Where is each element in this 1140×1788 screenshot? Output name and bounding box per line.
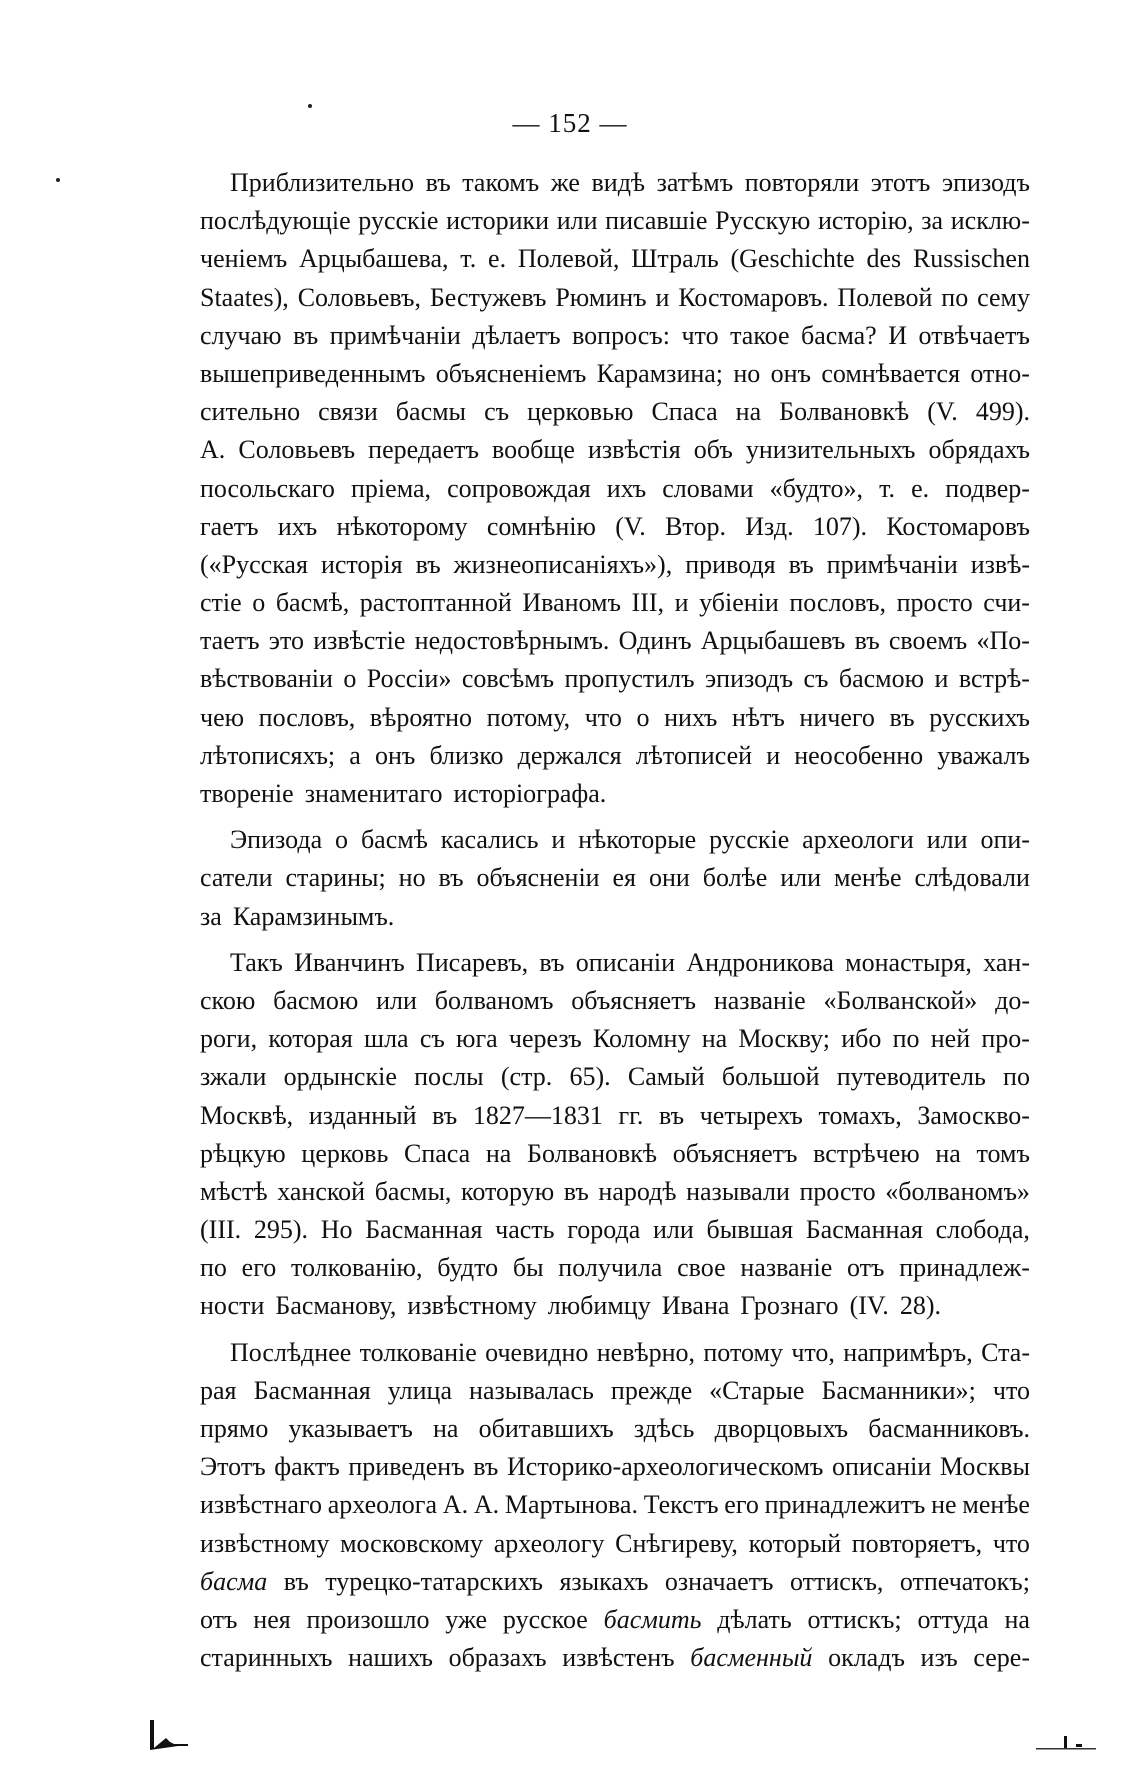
text-line: отъ нея произошло уже русское басмить дѣлать оттискъ; оттуда на — [200, 1604, 1030, 1634]
text-line: ности Басманову, извѣстному любимцу Ивана Грознаго (IV. 28). — [200, 1291, 941, 1321]
text-line: по его толкованію, будто бы получила свое названіе отъ принадлеж- — [200, 1253, 1030, 1283]
text-line: ченіемъ Арцыбашева, т. е. Полевой, Штраль (Geschichte des Russischen — [200, 244, 1030, 274]
text-line: (III. 295). Но Басманная часть города или бывшая Басманная слобода, — [200, 1215, 1030, 1245]
text-line: басма въ турецко-татарскихъ языкахъ означаетъ оттискъ, отпечатокъ; — [200, 1566, 1030, 1596]
text-line: Эпизода о басмѣ касались и нѣкоторые русскіе археологи или опи- — [230, 825, 1030, 855]
scan-artifact-left — [148, 1718, 188, 1752]
text-line: за Карамзинымъ. — [200, 901, 395, 931]
text-line: извѣстнаго археолога А. А. Мартынова. Текстъ его принадлежитъ не менѣе — [200, 1490, 1030, 1520]
text-line: Staates), Соловьевъ, Бестужевъ Рюминъ и Костомаровъ. Полевой по сему — [200, 282, 1030, 312]
text-line: Этотъ фактъ приведенъ въ Историко-археологическомъ описаніи Москвы — [200, 1452, 1030, 1482]
scan-artifact-right — [1036, 1730, 1096, 1754]
text-line: скою басмою или болваномъ объясняетъ названіе «Болванской» до- — [200, 985, 1030, 1015]
text-line: чею пословъ, вѣроятно потому, что о нихъ нѣтъ ничего въ русскихъ — [200, 702, 1030, 732]
text-line: гаетъ ихъ нѣкоторому сомнѣнію (V. Втор. Изд. 107). Костомаровъ — [200, 511, 1030, 541]
text-line: стіе о басмѣ, растоптанной Иваномъ III, и убіеніи пословъ, просто счи- — [200, 588, 1030, 618]
text-line: прямо указываетъ на обитавшихъ здѣсь дворцовыхъ басманниковъ. — [200, 1414, 1030, 1443]
text-line: старинныхъ нашихъ образахъ извѣстенъ басменный окладъ изъ сере- — [200, 1643, 1030, 1673]
paragraph — [200, 821, 1030, 936]
paragraph — [200, 1334, 1030, 1678]
body-text — [200, 164, 1030, 1685]
text-line: («Русская исторія въ жизнеописаніяхъ»), приводя въ примѣчаніи извѣ- — [200, 549, 1030, 579]
text-line: Послѣднее толкованіе очевидно невѣрно, потому что, напримѣръ, Ста- — [230, 1337, 1030, 1367]
text-line: посольскаго пріема, сопровождая ихъ словами «будто», т. е. подвер- — [200, 473, 1030, 503]
text-line: зжали ордынскіе послы (стр. 65). Самый большой путеводитель по — [200, 1062, 1030, 1092]
text-line: Приблизительно въ такомъ же видѣ затѣмъ повторяли этотъ эпизодъ — [230, 168, 1030, 197]
text-line: сатели старины; но въ объясненіи ея они болѣе или менѣе слѣдовали — [200, 863, 1030, 893]
text-line: послѣдующіе русскіе историки или писавшіе Русскую исторію, за исклю- — [200, 206, 1030, 236]
paragraph — [200, 164, 1030, 813]
text-line: А. Соловьевъ передаетъ вообще извѣстія объ унизительныхъ обрядахъ — [200, 435, 1030, 465]
text-line: таетъ это извѣстіе недостовѣрнымъ. Одинъ Арцыбашевъ въ своемъ «По- — [200, 626, 1030, 656]
text-line: мѣстѣ ханской басмы, которую въ народѣ называли просто «болваномъ» — [200, 1176, 1030, 1206]
text-line: твореніе знаменитаго исторіографа. — [200, 779, 607, 808]
ink-speck — [56, 178, 60, 182]
paragraph — [200, 944, 1030, 1326]
text-line: извѣстному московскому археологу Снѣгиреву, который повторяетъ, что — [200, 1528, 1030, 1558]
text-line: сительно связи басмы съ церковью Спаса на Болвановкѣ (V. 499). — [200, 397, 1030, 427]
text-line: Москвѣ, изданный въ 1827—1831 гг. въ четырехъ томахъ, Замоскво- — [200, 1100, 1030, 1130]
text-line: вѣствованіи о Россіи» совсѣмъ пропустилъ эпизодъ съ басмою и встрѣ- — [200, 664, 1030, 694]
text-line: Такъ Иванчинъ Писаревъ, въ описаніи Андроникова монастыря, хан- — [230, 947, 1030, 977]
text-line: рѣцкую церковь Спаса на Болвановкѣ объясняетъ встрѣчею на томъ — [200, 1138, 1030, 1168]
page-number: — 152 — — [512, 108, 628, 138]
text-line: лѣтописяхъ; а онъ близко держался лѣтописей и неособенно уважалъ — [200, 740, 1030, 770]
text-line: случаю въ примѣчаніи дѣлаетъ вопросъ: что такое басма? И отвѣчаетъ — [200, 320, 1030, 350]
text-line: вышеприведеннымъ объясненіемъ Карамзина; но онъ сомнѣвается отно- — [200, 358, 1030, 388]
text-line: рая Басманная улица называлась прежде «Старые Басманники»; что — [200, 1375, 1030, 1405]
text-line: роги, которая шла съ юга черезъ Коломну на Москву; ибо по ней про- — [200, 1024, 1030, 1054]
